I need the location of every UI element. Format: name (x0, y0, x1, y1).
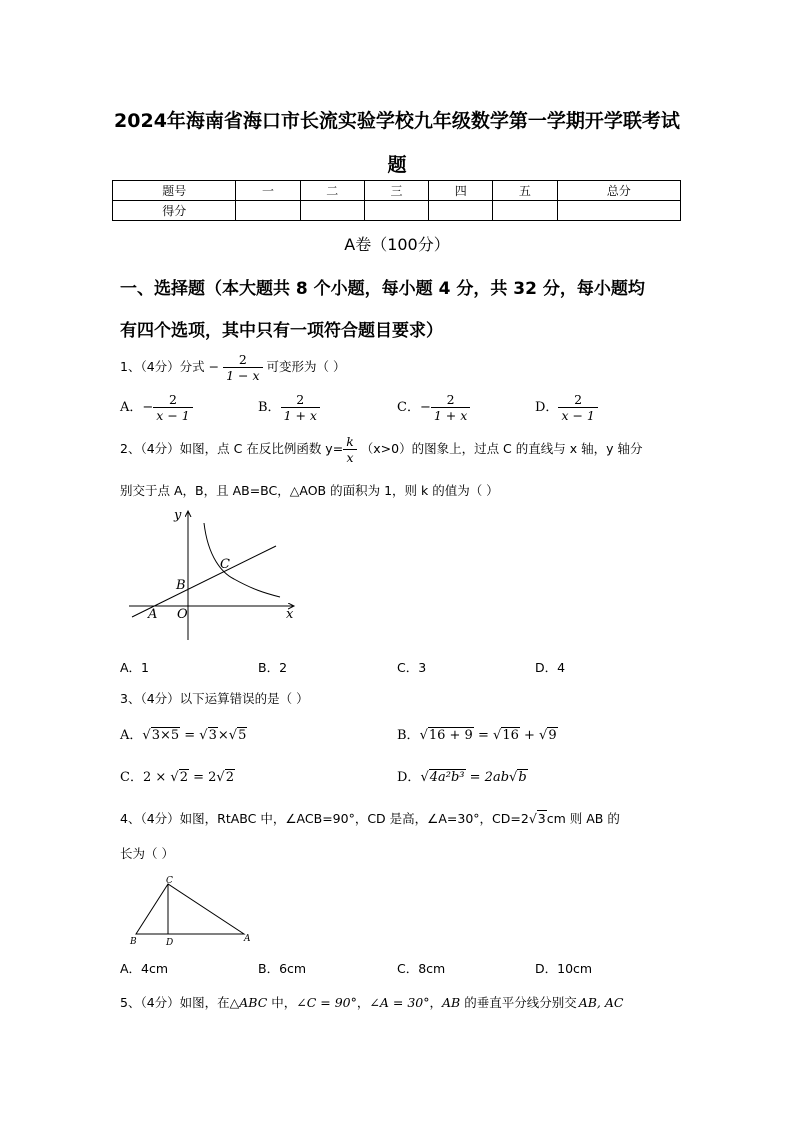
q3-a-radicand-3: 5 (238, 728, 247, 743)
q4-triangle-abc (136, 884, 244, 934)
q3-a-equals: = (180, 728, 200, 743)
q3-a-radicand-1: 3×5 (151, 728, 180, 743)
q1-d-den: x − 1 (561, 408, 595, 423)
score-header: 题号 (113, 181, 236, 201)
q3-option-c[interactable] (120, 766, 235, 785)
q1-stem-text-2: 可变形为（ ） (266, 359, 346, 374)
q4-option-a[interactable]: A．4cm (120, 961, 169, 976)
question-4-stem (120, 809, 620, 827)
q4-stem-text: 4、（4分）如图，RtABC 中，∠ACB=90°，CD 是高，∠A=30°，CD=2 (120, 811, 529, 826)
q5-stem-text-2: 的垂直平分线分别交 (460, 995, 577, 1010)
score-table-header-row (113, 181, 681, 201)
radical-icon: √ (539, 728, 548, 743)
q1-c-den: 1 + x (433, 408, 468, 423)
q2-figure (124, 505, 304, 645)
q3-c-prefix: 2 × (142, 770, 171, 785)
q1-stem-num: 2 (223, 352, 262, 368)
q1-b-fraction (281, 392, 320, 423)
question-2-line2: 别交于点 A，B，且 AB=BC，△AOB 的面积为 1，则 k 的值为（ ） (120, 483, 499, 498)
q2-label-a: A (148, 607, 158, 622)
q1-b-den: 1 + x (283, 408, 317, 423)
radical-icon: √ (199, 728, 208, 743)
q1-c-fraction (431, 392, 470, 423)
q2-label-c: C (220, 557, 230, 572)
q3-a-times: × (217, 728, 229, 743)
radical-icon: √ (170, 770, 179, 785)
question-4-line2: 长为（ ） (120, 846, 174, 861)
radical-icon: √ (419, 728, 428, 743)
q3-b-radicand-1: 16 + 9 (428, 728, 473, 743)
q3-b-plus: + (519, 728, 540, 743)
q2-label-x: x (286, 607, 294, 622)
q1-d-num: 2 (558, 392, 597, 408)
page-title-cont: 题 (387, 154, 407, 176)
q3-a-label: A． (120, 728, 143, 743)
q3-b-radicand-3: 9 (548, 728, 557, 743)
radical-icon: √ (420, 770, 429, 785)
q3-d-radicand-1: 4a²b³ (429, 770, 465, 785)
q1-c-sign: − (419, 400, 431, 415)
q1-stem-fraction (223, 352, 262, 383)
q3-c-label: C． (120, 770, 143, 785)
q5-stem-tail: AB, AC (578, 995, 624, 1010)
q1-a-num: 2 (153, 392, 192, 408)
q3-c-radicand-1: 2 (179, 770, 188, 785)
q3-c-equals: = 2 (188, 770, 217, 785)
score-header: 二 (300, 181, 364, 201)
q3-option-a[interactable] (120, 724, 247, 743)
q1-a-sign: − (142, 400, 154, 415)
paper-section-a: A卷（100分） (344, 235, 450, 254)
q4-stem-text-2: cm 则 AB 的 (546, 811, 620, 826)
q1-stem-den: 1 − x (226, 368, 260, 383)
radical-icon: √ (509, 770, 518, 785)
q1-b-num: 2 (281, 392, 320, 408)
q5-ab: AB (442, 995, 461, 1010)
question-5-stem (120, 993, 623, 1011)
score-table (112, 180, 681, 221)
score-header: 总分 (557, 181, 680, 201)
section-heading: 一、选择题（本大题共 8 个小题，每小题 4 分，共 32 分，每小题均 (120, 279, 645, 299)
q5-angle-a: ∠A = 30° (369, 995, 430, 1010)
radical-icon: √ (228, 728, 238, 743)
q5-angle-c: ∠C = 90° (296, 995, 357, 1010)
score-cell[interactable] (364, 201, 428, 221)
q1-option-d[interactable] (535, 392, 598, 423)
q1-a-den: x − 1 (156, 408, 190, 423)
q4-label-d: D (166, 938, 174, 948)
q2-stem-text: 2、（4分）如图，点 C 在反比例函数 y= (120, 441, 344, 456)
q2-option-a[interactable]: A．1 (120, 660, 150, 675)
score-row-label: 得分 (113, 201, 236, 221)
q1-option-c[interactable] (397, 392, 470, 423)
q2-hyperbola (204, 523, 280, 597)
q1-d-label: D． (535, 400, 559, 415)
score-cell[interactable] (300, 201, 364, 221)
q2-option-b[interactable]: B．2 (258, 660, 288, 675)
question-1-stem (120, 352, 346, 383)
q2-k-num: k (343, 434, 357, 450)
q5-triangle: △ABC (229, 995, 268, 1010)
q3-b-equals: = (473, 728, 494, 743)
section-heading-cont: 有四个选项，其中只有一项符合题目要求） (120, 321, 443, 341)
q5-sep: ， (356, 995, 370, 1010)
q4-option-d[interactable]: D．10cm (535, 961, 593, 976)
q1-stem-sign: − (208, 359, 220, 374)
q3-d-equals: = 2ab (465, 770, 510, 785)
q3-c-radicand-2: 2 (225, 770, 234, 785)
score-header: 一 (236, 181, 300, 201)
q3-d-label: D． (397, 770, 421, 785)
q1-option-a[interactable] (120, 392, 193, 423)
q1-stem-text: 1、（4分）分式 (120, 359, 205, 374)
q1-b-label: B． (258, 400, 281, 415)
q5-stem-mid: 中， (267, 995, 297, 1010)
q1-option-b[interactable] (258, 392, 320, 423)
q4-label-b: B (130, 937, 137, 947)
radical-icon: √ (528, 811, 537, 826)
question-2-stem (120, 434, 642, 465)
q2-option-d[interactable]: D．4 (535, 660, 566, 675)
q4-label-c: C (166, 876, 173, 886)
radical-icon: √ (142, 728, 151, 743)
q1-c-num: 2 (431, 392, 470, 408)
q1-d-fraction (558, 392, 597, 423)
q2-label-o: O (177, 607, 188, 622)
q2-k-den: x (346, 450, 354, 465)
q1-c-label: C． (397, 400, 420, 415)
score-cell[interactable] (557, 201, 680, 221)
q2-stem-text-2: （x>0）的图象上，过点 C 的直线与 x 轴，y 轴分 (360, 441, 643, 456)
q2-label-y: y (174, 508, 182, 523)
question-3-stem: 3、（4分）以下运算错误的是（ ） (120, 691, 309, 706)
score-cell[interactable] (493, 201, 557, 221)
q4-figure (126, 874, 256, 950)
q1-a-fraction (153, 392, 192, 423)
q4-stem-radicand: 3 (537, 811, 546, 826)
q2-option-c[interactable]: C．3 (397, 660, 427, 675)
q3-b-label: B． (397, 728, 420, 743)
q3-b-radicand-2: 16 (502, 728, 519, 743)
q4-option-c[interactable]: C．8cm (397, 961, 446, 976)
radical-icon: √ (216, 770, 225, 785)
score-header: 四 (429, 181, 493, 201)
score-table-score-row (113, 201, 681, 221)
radical-icon: √ (493, 728, 502, 743)
score-header: 三 (364, 181, 428, 201)
q3-option-b[interactable] (397, 724, 558, 743)
q5-stem-text: 5、（4分）如图，在 (120, 995, 230, 1010)
q1-a-label: A． (120, 400, 143, 415)
score-header: 五 (493, 181, 557, 201)
q2-k-fraction (343, 434, 357, 465)
q3-option-d[interactable] (397, 766, 528, 785)
q2-label-b: B (176, 578, 186, 593)
q3-a-radicand-2: 3 (208, 728, 217, 743)
score-cell[interactable] (429, 201, 493, 221)
page-title: 2024年海南省海口市长流实验学校九年级数学第一学期开学联考试 (114, 110, 680, 132)
score-cell[interactable] (236, 201, 300, 221)
q4-label-a: A (244, 934, 251, 944)
q3-d-radicand-2: b (518, 770, 527, 785)
q4-option-b[interactable]: B．6cm (258, 961, 307, 976)
q5-sep-2: ， (429, 995, 442, 1010)
